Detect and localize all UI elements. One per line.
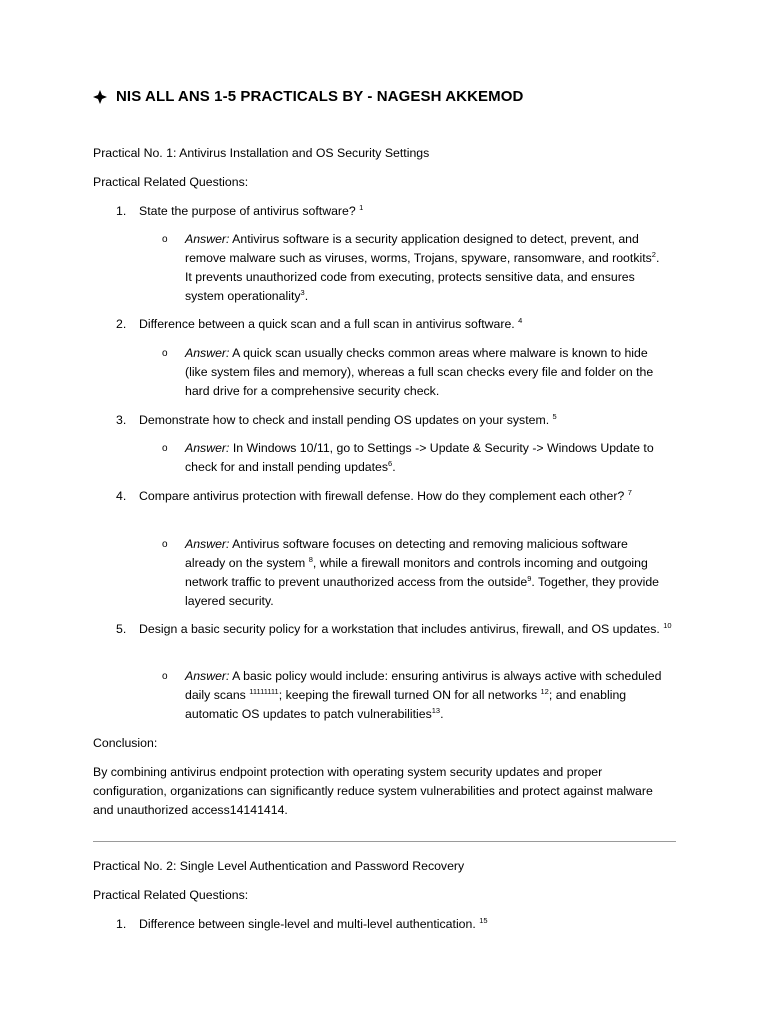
footnote-ref: 10 (663, 621, 672, 630)
circle-bullet-icon: o (162, 443, 168, 454)
circle-bullet-icon: o (162, 348, 168, 359)
footnote-ref: 4 (518, 316, 523, 325)
footnote-ref: 11111111 (249, 687, 279, 696)
answer-item (162, 667, 667, 724)
answer-item (162, 230, 667, 306)
question-item (116, 315, 681, 334)
question-text: Design a basic security policy for a workstation that includes antivirus, firewall, and OS updates. $^{10}$ (139, 621, 672, 636)
heading-text: NIS ALL ANS 1-5 PRACTICALS BY - NAGESH AKKEMOD (116, 88, 524, 105)
circle-bullet-icon: o (162, 671, 168, 682)
question-text: Compare antivirus protection with firewall defense. How do they complement each other? $^7$ (139, 488, 632, 503)
practical-1-title: Practical No. 1: Antivirus Installation and OS Security Settings (93, 146, 430, 160)
section-divider (93, 841, 676, 842)
answer-text: Answer: A quick scan usually checks common areas where malware is known to hide (like system files and memory), whereas a full scan checks every file and folder on the hard drive for a comprehensive security check. (185, 346, 654, 398)
question-text: State the purpose of antivirus software? $^1$ (139, 203, 364, 218)
footnote-ref: 13 (431, 706, 441, 715)
circle-bullet-icon: o (162, 539, 168, 550)
footnote-ref: 3 (300, 288, 305, 297)
diamond-bullet-icon (93, 90, 107, 104)
answer-text: Answer: Antivirus software focuses on detecting and removing malicious software already on the system $^8$, while a firewall monitors and controls incoming and outgoing network traffic to prevent unauthorized access from the outside$^9$. Together, they provide layered security. (185, 537, 660, 608)
footnote-ref: 1 (359, 203, 364, 212)
practical-1-related-label: Practical Related Questions: (93, 175, 249, 189)
answer-text: Answer: Antivirus software is a security application designed to detect, prevent, and remove malware such as viruses, worms, Trojans, spyware, ransomware, and rootkits$^2$. It prevents unauthorized code from executing, protects sensitive data, and ensures system operationality$^3$. (185, 232, 660, 303)
footnote-ref: 9 (527, 574, 532, 583)
footnote-ref: 7 (627, 488, 632, 497)
answer-text: Answer: In Windows 10/11, go to Settings -> Update & Security -> Windows Update to check for and install pending updates$^6$. (185, 441, 654, 474)
question-number: 1. (116, 204, 127, 218)
circle-bullet-icon: o (162, 234, 168, 245)
answer-item (162, 344, 667, 401)
answer-item (162, 439, 667, 477)
conclusion-label: Conclusion: (93, 736, 158, 750)
footnote-ref: 6 (388, 459, 393, 468)
practical-2-title: Practical No. 2: Single Level Authentication and Password Recovery (93, 859, 465, 873)
question-item (116, 411, 681, 430)
question-item (116, 202, 681, 221)
conclusion-text: By combining antivirus endpoint protection with operating system security updates and proper configuration, organizations can significantly reduce system vulnerabilities and protect against malware and unauthorized access14141414. (93, 765, 653, 817)
practical-2-related-label: Practical Related Questions: (93, 888, 249, 902)
footnote-ref: 8 (308, 555, 313, 564)
question-item (116, 915, 681, 934)
footnote-ref: 2 (651, 250, 656, 259)
question-number: 4. (116, 489, 127, 503)
question-text: Difference between a quick scan and a full scan in antivirus software. $^4$ (139, 316, 523, 331)
footnote-ref: 5 (552, 412, 557, 421)
question-number: 5. (116, 622, 127, 636)
question-item (116, 620, 681, 639)
footnote-ref: 12 (540, 687, 549, 696)
question-number: 2. (116, 317, 127, 331)
question-item (116, 487, 676, 506)
question-text: Demonstrate how to check and install pending OS updates on your system. $^5$ (139, 412, 557, 427)
answer-text: Answer: A basic policy would include: ensuring antivirus is always active with scheduled daily scans $^{11111111}$; keeping the firewall turned ON for all networks $^{12}$; and enabling automatic OS updates to patch vulnerabilities$^{13}$. (185, 669, 662, 721)
question-text: Difference between single-level and multi-level authentication. $^{15}$ (139, 916, 488, 931)
document-heading (93, 87, 523, 106)
question-number: 1. (116, 917, 127, 931)
footnote-ref: 15 (479, 916, 488, 925)
question-number: 3. (116, 413, 127, 427)
answer-item (162, 535, 667, 611)
